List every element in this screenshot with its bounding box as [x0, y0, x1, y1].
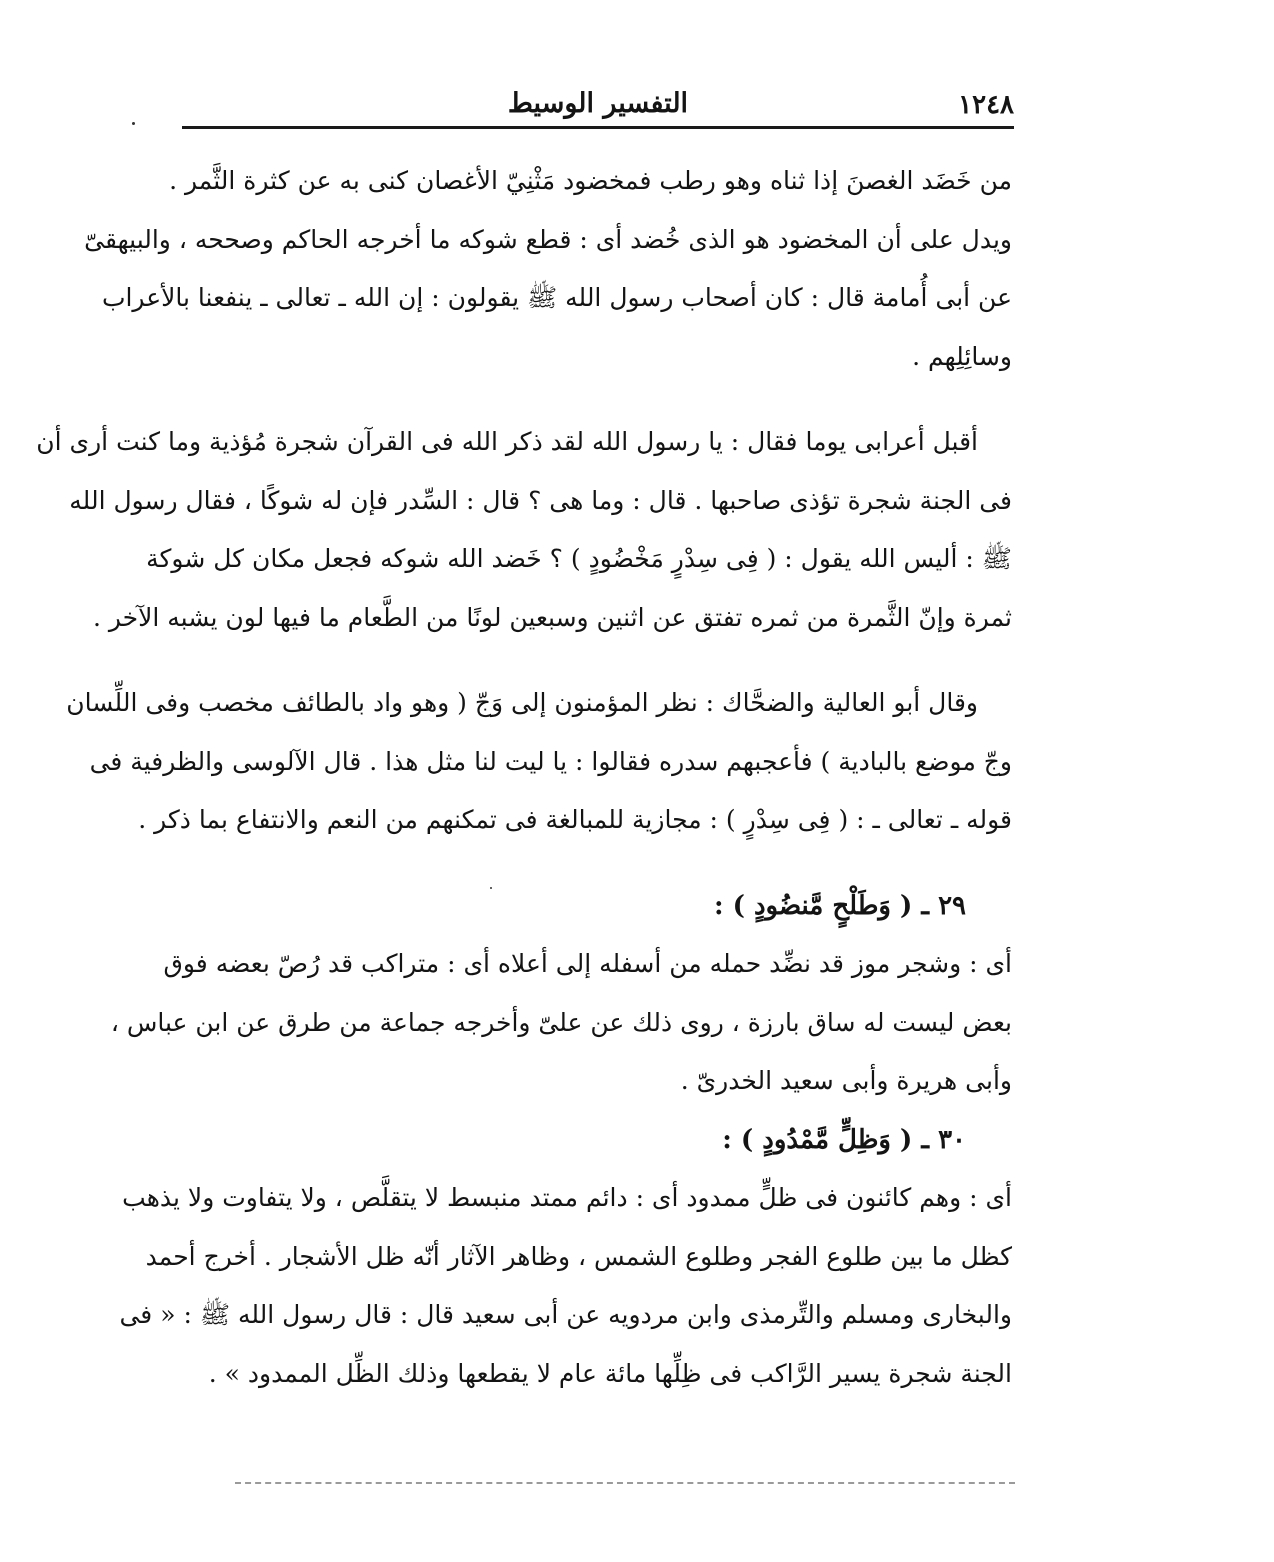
verse-30-heading: ٣٠ ـ ( وَظِلٍّ مَّمْدُودٍ ) :: [722, 1124, 966, 1155]
text-line: ويدل على أن المخضود هو الذى خُضد أى : قطع شوكه ما أخرجه الحاكم وصححه ، والبيهقىّ: [84, 224, 1012, 254]
text-line: وسائِلِهم .: [912, 341, 1012, 371]
paragraph-3: [66, 674, 1012, 850]
text-line: ﷺ : أليس الله يقول : ( فِى سِدْرٍ مَخْضُودٍ ) ؟ خَضد الله شوكه فجعل مكان كل شوكة: [146, 544, 1012, 573]
text-line: قوله ـ تعالى ـ : ( فِى سِدْرٍ ) : مجازية للمبالغة فى تمكنهم من النعم والانتفاع بما ذكر .: [138, 805, 1012, 834]
verse-30-section: [119, 1111, 1012, 1404]
footer-rule: [235, 1482, 1015, 1484]
page-body: [36, 152, 1012, 1403]
paragraph-gap: [184, 647, 1012, 674]
scan-speck: [490, 887, 492, 889]
text-line: وجّ موضع بالبادية ) فأعجبهم سدره فقالوا : يا ليت لنا مثل هذا . قال الآلوسى والظرفية فى: [89, 746, 1012, 776]
text-line: الجنة شجرة يسير الرَّاكب فى ظِلِّها مائة عام لا يقطعها وذلك الظِّل الممدود » .: [208, 1358, 1012, 1388]
paragraph-gap: [184, 386, 1012, 413]
header-rule: [182, 126, 1014, 129]
text-line: وأبى هريرة وأبى سعيد الخدرىّ .: [680, 1066, 1012, 1095]
text-line: من خَضَد الغصنَ إذا ثناه وهو رطب فمخضود مَثْنِيّ الأغصان كنى به عن كثرة الثَّمر .: [169, 166, 1012, 195]
text-line: بعض ليست له ساق بارزة ، روى ذلك عن علىّ وأخرجه جماعة من طرق عن ابن عباس ،: [110, 1007, 1012, 1037]
text-line: عن أبى أُمامة قال : كان أصحاب رسول الله ﷺ يقولون : إن الله ـ تعالى ـ ينفعنا بالأعراب: [101, 283, 1012, 312]
running-title: التفسير الوسيط: [507, 88, 689, 119]
text-line: والبخارى ومسلم والتِّرمذى وابن مردويه عن أبى سعيد قال : قال رسول الله ﷺ : « فى: [119, 1300, 1012, 1329]
text-line: أى : وهم كائنون فى ظلٍّ ممدود أى : دائم ممتد منبسط لا يتقلَّص ، ولا يتفاوت ولا يذهب: [122, 1183, 1012, 1212]
text-line: كظل ما بين طلوع الفجر وطلوع الشمس ، وظاهر الآثار أنّه ظل الأشجار . أخرج أحمد: [145, 1241, 1012, 1271]
text-line: وقال أبو العالية والضحَّاك : نظر المؤمنون إلى وَجّ ( وهو واد بالطائف مخصب وفى اللِّسان: [66, 688, 978, 717]
verse-29-heading: ٢٩ ـ ( وَطَلْحٍ مَّنضُودٍ ) :: [713, 890, 966, 921]
text-line: أقبل أعرابى يوما فقال : يا رسول الله لقد ذكر الله فى القرآن شجرة مُؤذية وما كنت أرى أن: [36, 427, 978, 456]
text-line: أى : وشجر موز قد نضِّد حمله من أسفله إلى أعلاه أى : متراكب قد رُصّ بعضه فوق: [163, 949, 1012, 978]
page-header: [182, 86, 1014, 126]
scan-speck: [132, 122, 135, 125]
paragraph-1: [84, 152, 1012, 386]
text-line: ثمرة وإنّ الثَّمرة من ثمره تفتق عن اثنين وسبعين لونًا من الطَّعام ما فيها لون يشبه الآخر .: [92, 602, 1012, 632]
text-line: فى الجنة شجرة تؤذى صاحبها . قال : وما هى ؟ قال : السِّدر فإن له شوكًا ، فقال رسول الله: [69, 485, 1012, 515]
paragraph-2: [36, 413, 1012, 647]
page-number: ١٢٤٨: [958, 90, 1014, 120]
paragraph-gap: [184, 850, 1012, 877]
verse-29-section: [110, 877, 1012, 1111]
